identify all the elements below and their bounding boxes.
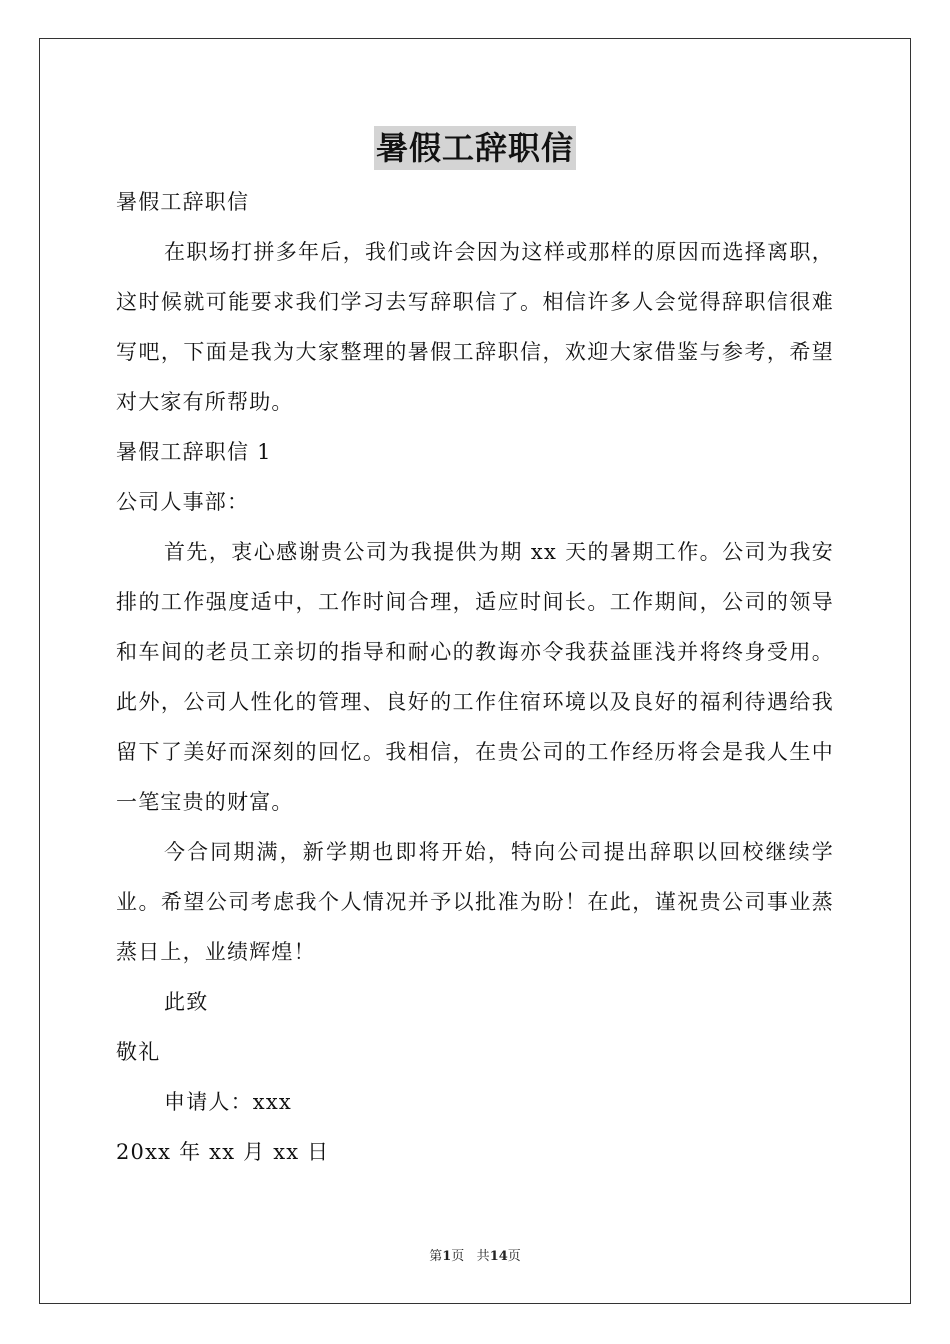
document-title: 暑假工辞职信	[374, 126, 576, 170]
document-body	[116, 177, 834, 1177]
page-footer	[0, 1248, 950, 1266]
total-label-prefix: 共	[476, 1249, 490, 1264]
salutation: 公司人事部：	[116, 490, 250, 514]
body-paragraph-1: 首先，衷心感谢贵公司为我提供为期 xx 天的暑期工作。公司为我安排的工作强度适中，工作时间合理，适应时间长。工作期间，公司的领导和车间的老员工亲切的指导和耐心的教诲亦令我获益匪浅并将终身受用。此外，公司人性化的管理、良好的工作住宿环境以及良好的福利待遇给我留下了美好而深刻的回忆。我相信，在贵公司的工作经历将会是我人生中一笔宝贵的财富。	[116, 540, 834, 814]
total-pages: 14	[489, 1249, 508, 1264]
closing-2: 敬礼	[116, 1040, 161, 1064]
applicant: 申请人：xxx	[164, 1090, 292, 1114]
page-number: 1	[442, 1249, 452, 1264]
body-paragraph-2: 今合同期满，新学期也即将开始，特向公司提出辞职以回校继续学业。希望公司考虑我个人情况并予以批准为盼！在此，谨祝贵公司事业蒸蒸日上，业绩辉煌！	[116, 840, 834, 964]
page-label-suffix: 页	[451, 1249, 465, 1264]
subtitle: 暑假工辞职信	[116, 190, 250, 214]
page-label-prefix: 第	[429, 1249, 443, 1264]
date: 20xx 年 xx 月 xx 日	[116, 1140, 330, 1164]
closing-1: 此致	[164, 990, 209, 1014]
intro-paragraph: 在职场打拼多年后，我们或许会因为这样或那样的原因而选择离职，这时候就可能要求我们学习去写辞职信了。相信许多人会觉得辞职信很难写吧，下面是我为大家整理的暑假工辞职信，欢迎大家借鉴与参考，希望对大家有所帮助。	[116, 240, 834, 414]
section-title: 暑假工辞职信 1	[116, 440, 272, 464]
title-wrap	[0, 126, 950, 170]
total-label-suffix: 页	[507, 1249, 521, 1264]
